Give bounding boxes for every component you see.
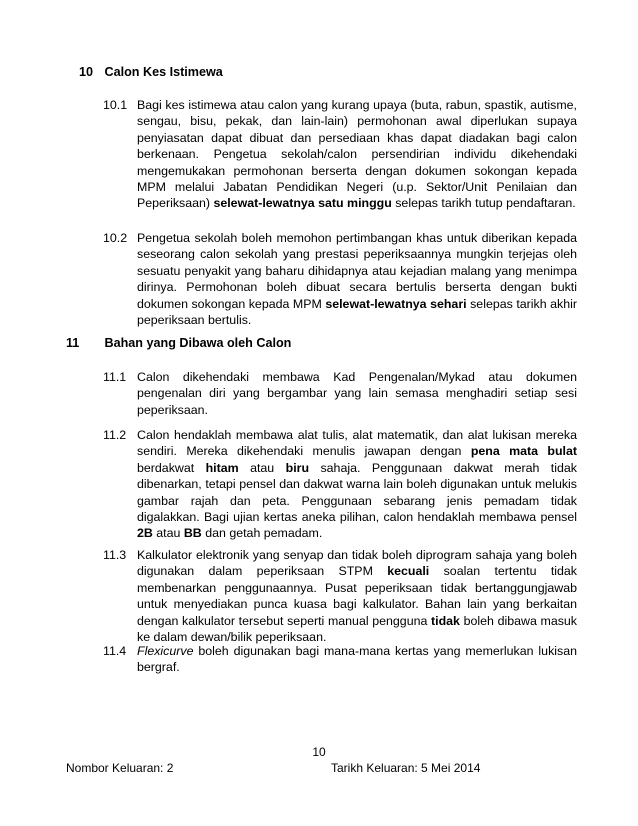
text-run: boleh digunakan bagi mana-mana kertas yang memerlukan lukisan bergraf. bbox=[137, 644, 577, 675]
clause-text bbox=[137, 427, 577, 542]
bold-text: kecuali bbox=[387, 564, 430, 579]
text-run: soalan tertentu tidak membenarkan penggunaannya. Pusat peperiksaan tidak bertanggungjawab untuk menyediakan punca kuasa bagi kalkulator. Bahan lain yang berkaitan dengan kalkulator tersebut seperti manual pengguna bbox=[137, 564, 577, 628]
clause-number: 11.1 bbox=[103, 370, 127, 384]
footer-issue-number: Nombor Keluaran: 2 bbox=[66, 761, 174, 775]
clause-text bbox=[137, 547, 577, 645]
clause-11-2 bbox=[103, 427, 577, 542]
text-run: selepas tarikh tutup pendaftaran. bbox=[391, 196, 576, 211]
clause-text bbox=[137, 97, 577, 212]
text-run: berdakwat bbox=[137, 460, 206, 475]
section-number: 11 bbox=[66, 336, 80, 350]
text-run: dan getah pemadam. bbox=[201, 526, 323, 541]
clause-number: 11.2 bbox=[103, 428, 127, 442]
bold-text: 2B bbox=[137, 526, 153, 541]
clause-number: 11.4 bbox=[103, 644, 127, 658]
clause-11-4 bbox=[103, 643, 577, 676]
section-heading-11 bbox=[66, 336, 291, 350]
text-run: Calon hendaklah membawa alat tulis, alat matematik, dan alat lukisan mereka sendiri. Mereka dikehendaki menulis jawapan dengan bbox=[137, 428, 577, 459]
footer-issue-date: Tarikh Keluaran: 5 Mei 2014 bbox=[331, 761, 481, 775]
bold-text: selewat-lewatnya satu minggu bbox=[213, 196, 392, 211]
clause-number: 10.2 bbox=[103, 231, 128, 245]
clause-10-1 bbox=[103, 97, 577, 212]
text-run: boleh dibawa masuk ke dalam dewan/bilik peperiksaan. bbox=[137, 613, 577, 645]
bold-text: BB bbox=[183, 526, 202, 541]
clause-number: 10.1 bbox=[103, 98, 128, 112]
section-title: Calon Kes Istimewa bbox=[104, 65, 223, 79]
page-number: 10 bbox=[312, 745, 326, 759]
bold-text: selewat-lewatnya sehari bbox=[325, 296, 467, 311]
bold-text: hitam bbox=[205, 460, 239, 475]
text-run: Kalkulator elektronik yang senyap dan tidak boleh diprogram sahaja yang boleh digunakan dalam peperiksaan STPM bbox=[137, 548, 577, 579]
clause-text bbox=[137, 369, 577, 418]
clause-11-3 bbox=[103, 547, 577, 645]
text-run: atau bbox=[152, 526, 184, 541]
italic-text: Flexicurve bbox=[137, 644, 194, 658]
clause-text bbox=[137, 643, 577, 676]
clause-number: 11.3 bbox=[103, 548, 127, 562]
clause-11-1 bbox=[103, 369, 577, 418]
text-run: Calon dikehendaki membawa Kad Pengenalan/Mykad atau dokumen pengenalan diri yang bergambar yang lain semasa menghadiri setiap sesi peperiksaan. bbox=[137, 370, 577, 417]
section-number: 10 bbox=[79, 65, 94, 79]
bold-text: pena mata bulat bbox=[470, 444, 578, 459]
section-title: Bahan yang Dibawa oleh Calon bbox=[104, 336, 292, 350]
bold-text: tidak bbox=[431, 613, 460, 628]
section-heading-10 bbox=[79, 65, 223, 79]
text-run: sahaja. Penggunaan dakwat merah tidak dibenarkan, tetapi pensel dan dakwat warna lain boleh digunakan untuk melukis gambar rajah dan peta. Penggunaan sebarang jenis pemadam tidak digalakkan. Bagi ujian kertas aneka pilihan, calon hendaklah membawa pensel bbox=[137, 460, 577, 525]
text-run: Bagi kes istimewa atau calon yang kurang upaya (buta, rabun, spastik, autisme, sengau, bisu, pekak, dan lain-lain) permohonan awal diperlukan supaya penyiasatan dapat dibuat dan persediaan khas dapat diadakan bagi calon berkenaan. Pengetua sekolah/calon persendirian individu dikehendaki mengemukakan permohonan berserta dengan dokumen sokongan kepada MPM melalui Jabatan Pendidikan Negeri (u.p. Sektor/Unit Penilaian dan Peperiksaan) bbox=[137, 98, 577, 211]
text-run: Pengetua sekolah boleh memohon pertimbangan khas untuk diberikan kepada seseorang calon sekolah yang prestasi peperiksaannya mungkin terjejas oleh sesuatu penyakit yang baharu dihidapnya atau kejadian malang yang menimpa dirinya. Permohonan boleh dibuat secara bertulis berserta dengan bukti dokumen sokongan kepada MPM bbox=[137, 231, 577, 311]
clause-text bbox=[137, 230, 577, 328]
text-run: atau bbox=[238, 460, 286, 475]
text-run: selepas tarikh akhir peperiksaan bertulis. bbox=[137, 296, 577, 328]
clause-10-2 bbox=[103, 230, 577, 328]
bold-text: biru bbox=[285, 460, 310, 475]
